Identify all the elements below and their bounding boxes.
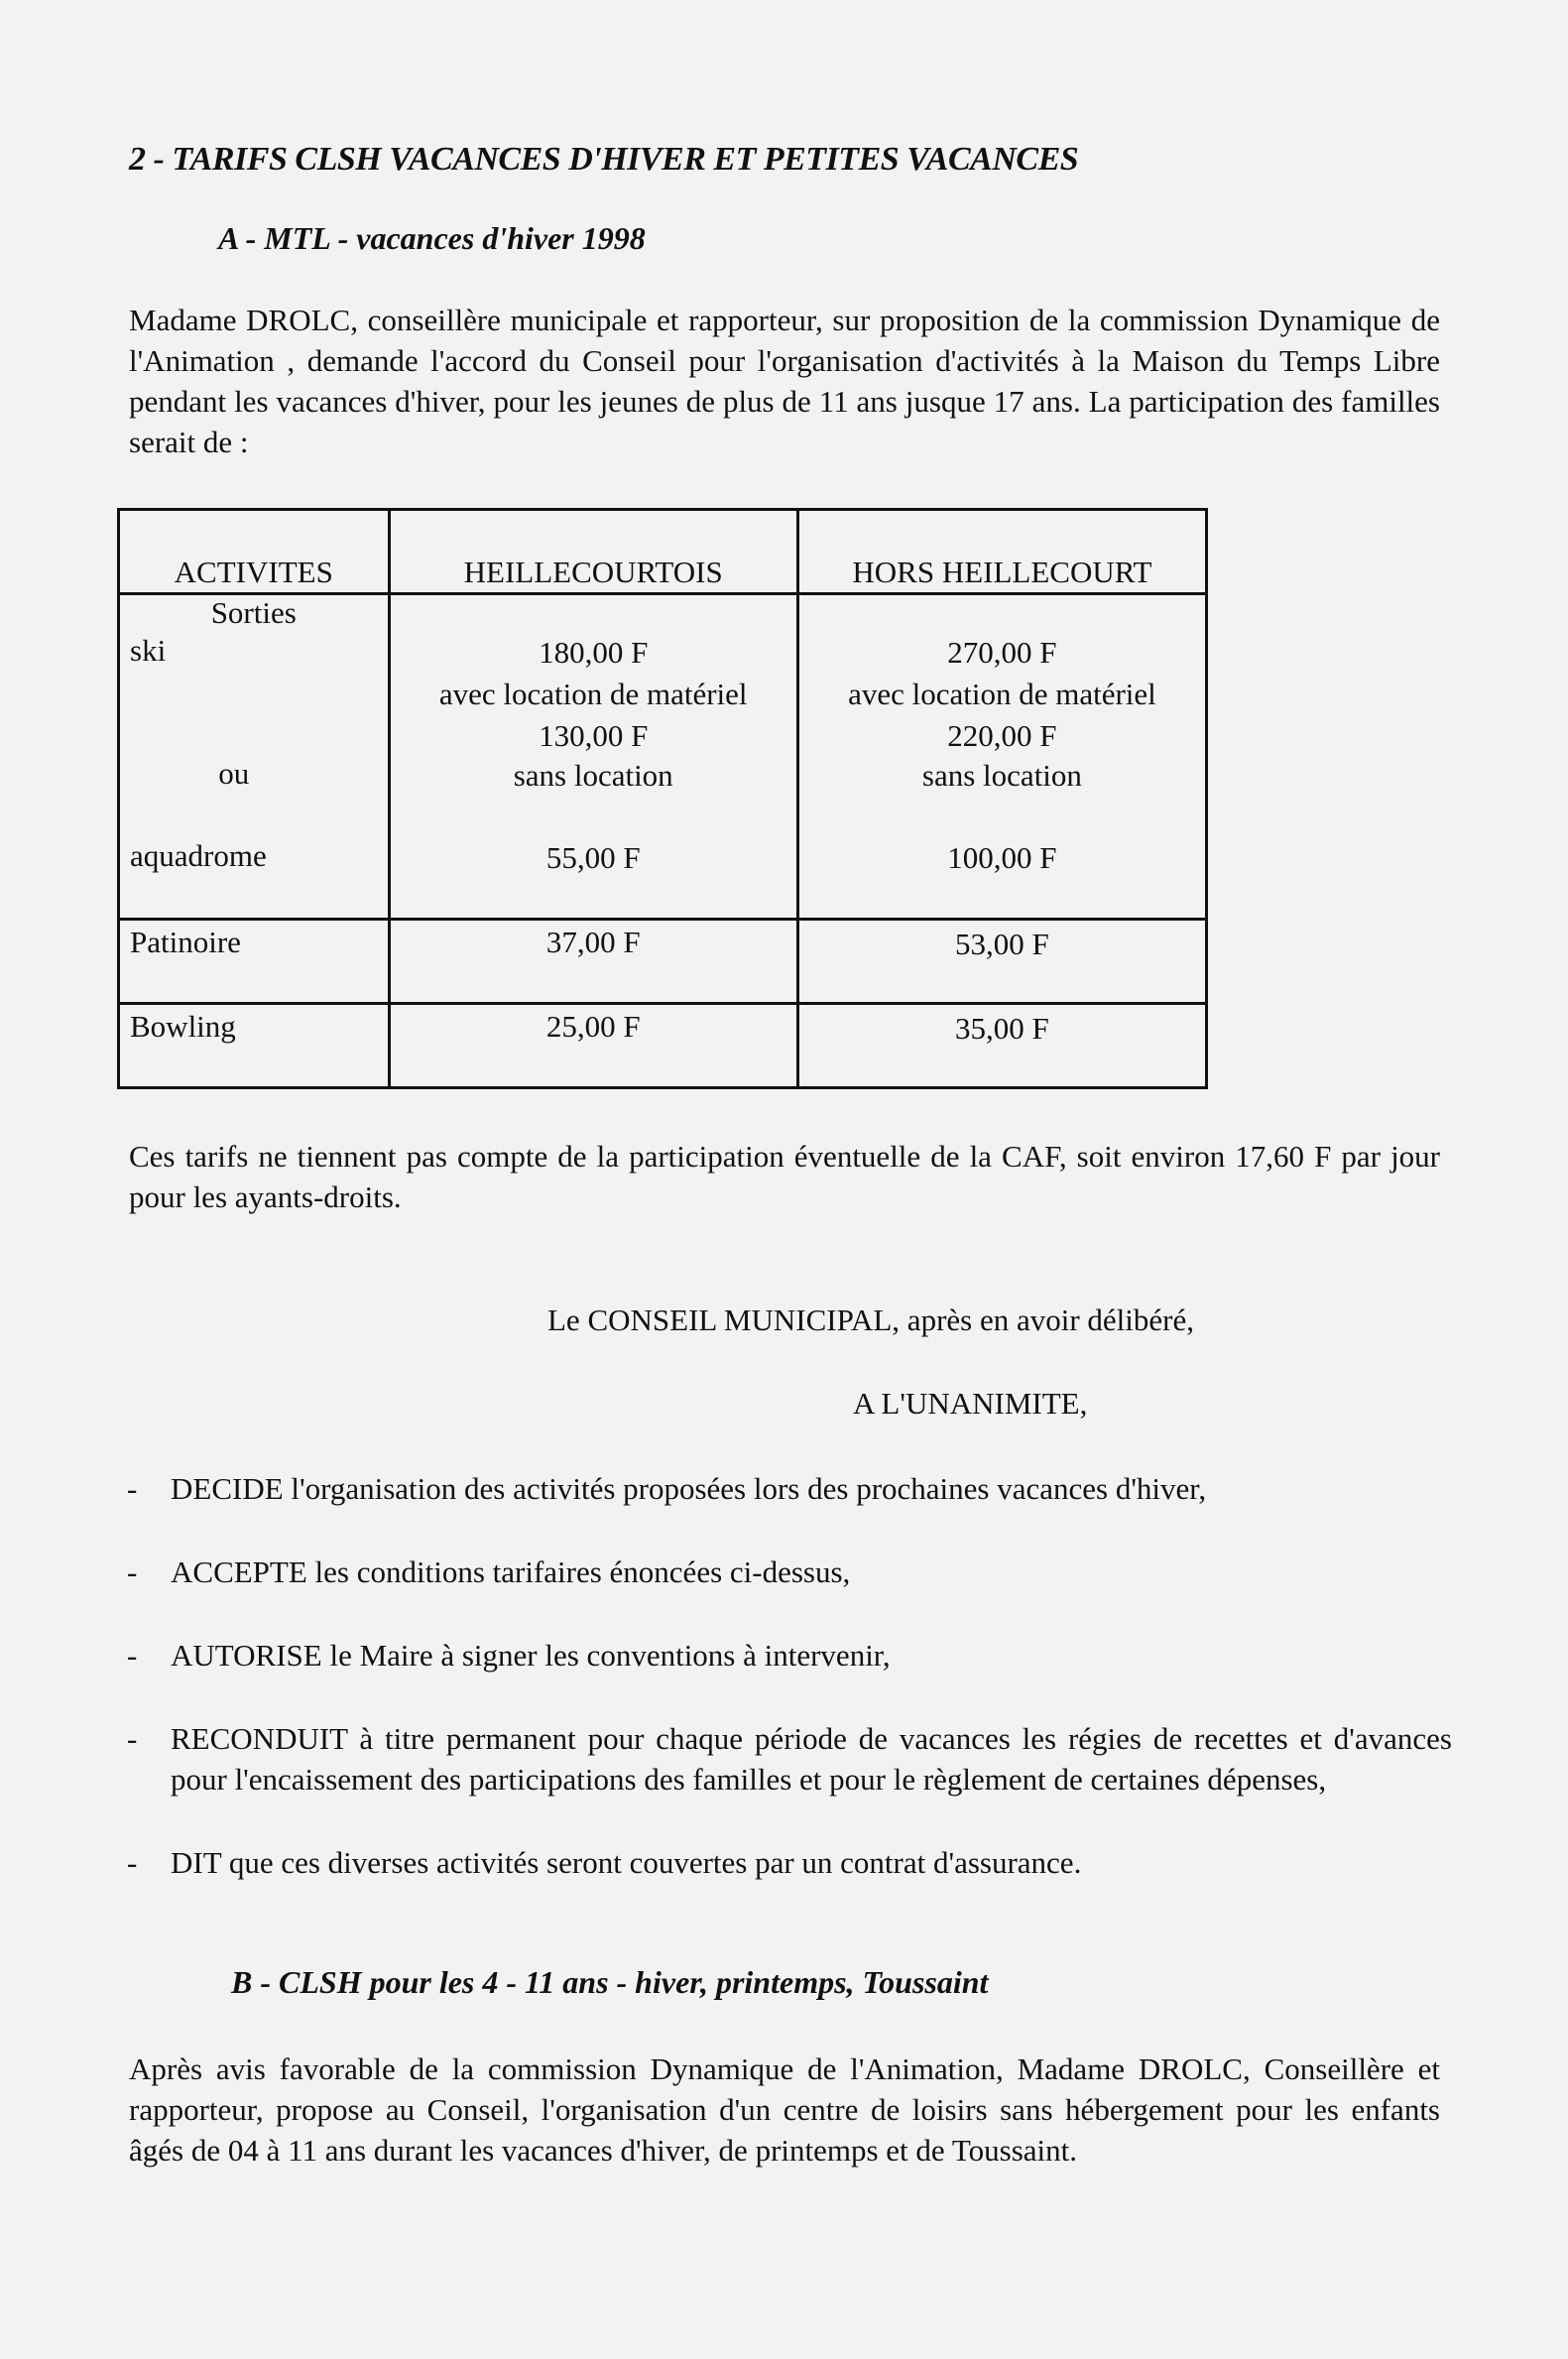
list-item — [123, 1552, 1452, 1592]
price-ski-with: 180,00 F — [539, 635, 649, 670]
list-item — [123, 1468, 1452, 1509]
list-item — [123, 1842, 1452, 1883]
list-item — [123, 1718, 1452, 1800]
price-ski-without: 220,00 F — [947, 718, 1057, 753]
caf-note: Ces tarifs ne tiennent pas compte de la participation éventuelle de la CAF, soit environ 17,60 F par jour pour les ayants-droits. — [129, 1139, 1440, 1214]
decision-list — [123, 1468, 1452, 1883]
heillecourtois-cell — [389, 1004, 797, 1088]
subsection-b-paragraph: Après avis favorable de la commission Dynamique de l'Animation, Madame DROLC, Conseillère et rapporteur, propose au Conseil, l'organisation d'un centre de loisirs sans hébergement pour les enfants âgés de 04 à 11 ans durant les vacances d'hiver, de printemps et de Toussaint. — [129, 2051, 1440, 2168]
price-aquadrome: 100,00 F — [947, 840, 1057, 875]
table-row — [119, 920, 1207, 1004]
activity-bowling: Bowling — [130, 1009, 236, 1044]
dash-bullet: - — [127, 1638, 138, 1673]
dash-bullet: - — [127, 1845, 138, 1880]
activity-sorties: Sorties — [210, 595, 297, 630]
activity-ski: ski — [130, 633, 167, 668]
price-aquadrome: 55,00 F — [545, 840, 641, 875]
hors-cell — [797, 920, 1206, 1004]
dash-bullet: - — [127, 1471, 138, 1506]
header-activites: ACTIVITES — [119, 510, 390, 594]
label-ski-with: avec location de matériel — [438, 677, 748, 711]
section-title: 2 - TARIFS CLSH VACANCES D'HIVER ET PETITES VACANCES — [129, 141, 1079, 178]
activity-ou: ou — [218, 756, 250, 791]
council-statement: Le CONSEIL MUNICIPAL, après en avoir délibéré, — [547, 1303, 1194, 1337]
vote-result: A L'UNANIMITE, — [853, 1386, 1088, 1421]
activity-aquadrome: aquadrome — [130, 838, 267, 873]
price-bowling: 35,00 F — [955, 1011, 1049, 1046]
table-row — [119, 1004, 1207, 1088]
decision-text: AUTORISE le Maire à signer les conventions à intervenir, — [171, 1638, 891, 1673]
decision-text: ACCEPTE les conditions tarifaires énoncées ci-dessus, — [171, 1554, 851, 1589]
price-patinoire: 53,00 F — [955, 927, 1049, 961]
price-bowling: 25,00 F — [545, 1009, 641, 1044]
label-ski-without: sans location — [513, 758, 673, 793]
list-item — [123, 1635, 1452, 1676]
intro-paragraph: Madame DROLC, conseillère municipale et rapporteur, sur proposition de la commission Dynamique de l'Animation , demande l'accord du Conseil pour l'organisation d'activités à la Maison du Temps Libre pendant les vacances d'hiver, pour les jeunes de plus de 11 ans jusque 17 ans. La participation des familles serait de : — [129, 303, 1440, 459]
activity-cell — [119, 920, 390, 1004]
hors-cell — [797, 594, 1206, 920]
header-hors-heillecourt: HORS HEILLECOURT — [797, 510, 1206, 594]
dash-bullet: - — [127, 1721, 138, 1756]
table-row — [119, 594, 1207, 920]
price-ski-with: 270,00 F — [947, 635, 1057, 670]
price-patinoire: 37,00 F — [545, 925, 641, 959]
activity-cell — [119, 594, 390, 920]
dash-bullet: - — [127, 1554, 138, 1589]
tariff-table — [117, 508, 1208, 1089]
subsection-a-title: A - MTL - vacances d'hiver 1998 — [218, 220, 646, 256]
activity-patinoire: Patinoire — [130, 925, 241, 959]
heillecourtois-cell — [389, 920, 797, 1004]
price-ski-without: 130,00 F — [539, 718, 649, 753]
heillecourtois-cell — [389, 594, 797, 920]
label-ski-without: sans location — [921, 758, 1082, 793]
decision-text: RECONDUIT à titre permanent pour chaque période de vacances les régies de recettes et d'avances pour l'encaissement des participations des familles et pour le règlement de certaines dépenses, — [171, 1721, 1452, 1797]
label-ski-with: avec location de matériel — [848, 677, 1156, 711]
activity-cell — [119, 1004, 390, 1088]
header-heillecourtois: HEILLECOURTOIS — [389, 510, 797, 594]
decision-text: DECIDE l'organisation des activités proposées lors des prochaines vacances d'hiver, — [171, 1471, 1207, 1506]
subsection-b-title: B - CLSH pour les 4 - 11 ans - hiver, printemps, Toussaint — [231, 1964, 989, 2000]
decision-text: DIT que ces diverses activités seront couvertes par un contrat d'assurance. — [171, 1845, 1082, 1880]
table-header-row — [119, 510, 1207, 594]
hors-cell — [797, 1004, 1206, 1088]
